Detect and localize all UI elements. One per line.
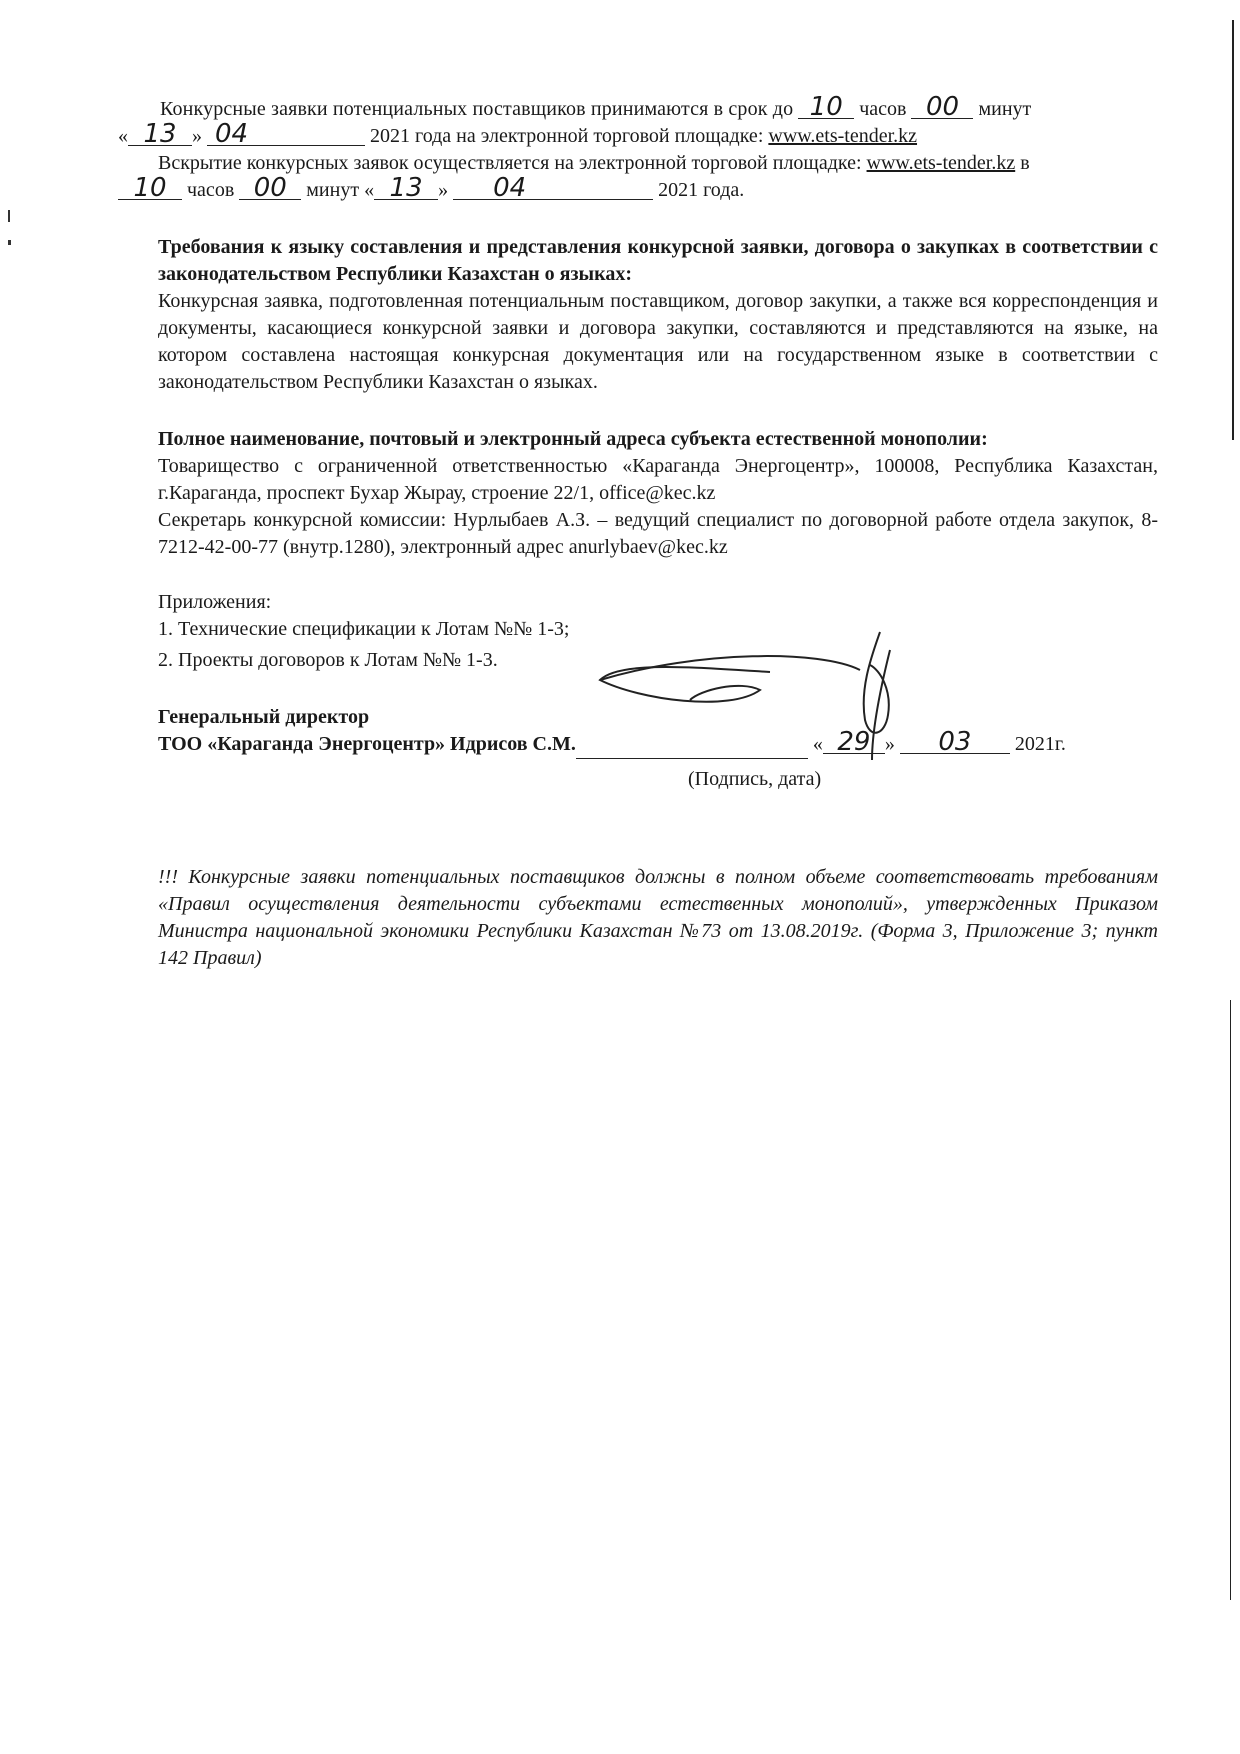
attachment-item: 2. Проекты договоров к Лотам №№ 1-3.	[158, 649, 498, 671]
deadline-minutes-word: минут	[978, 98, 1032, 120]
address-secretary: Секретарь конкурсной комиссии: Нурлыбаев А.З. – ведущий специалист по договорной работе отдела закупок, 8-7212-42-00-77 (внутр.1280), электронный адрес anurlybaev@kec.kz	[158, 509, 1158, 558]
opening-hours: 10	[118, 177, 182, 200]
deadline-day: 13	[128, 123, 192, 146]
deadline-hours-word: часов	[859, 98, 907, 120]
address-org: Товарищество с ограниченной ответственностью «Караганда Энергоцентр», 100008, Республика Казахстан, г.Караганда, проспект Бухар Жырау, строение 22/1, office@kec.kz	[158, 455, 1158, 504]
deadline-hours: 10	[798, 96, 854, 119]
deadline-month: 04	[207, 123, 365, 146]
compliance-note: !!! Конкурсные заявки потенциальных поставщиков должны в полном объеме соответствовать требованиям «Правил осуществления деятельности субъектами естественных монополий», утвержденных Приказом Министра национальной экономики Республики Казахстан №73 от 13.08.2019г. (Форма 3, Приложение 3; пункт 142 Правил)	[158, 866, 1158, 969]
signature-org-name: ТОО «Караганда Энергоцентр» Идрисов С.М.	[158, 733, 576, 755]
attachments-title: Приложения:	[158, 591, 272, 613]
opening-minutes-word: минут	[306, 179, 360, 201]
deadline-year-text: 2021 года на электронной торговой площадке:	[370, 125, 764, 147]
signature-day: 29	[823, 731, 885, 754]
signature-line: ТОО «Караганда Энергоцентр» Идрисов С.М. « 29 » 03 2021г.	[158, 727, 1066, 757]
opening-month: 04	[453, 177, 653, 200]
address-heading: Полное наименование, почтовый и электронный адреса субъекта естественной монополии:	[158, 428, 988, 450]
deadline-intro: Конкурсные заявки потенциальных поставщиков принимаются в срок до	[160, 98, 794, 120]
opening-in-word: в	[1020, 152, 1030, 174]
deadline-site-link[interactable]: www.ets-tender.kz	[768, 125, 918, 147]
signature-caption: (Подпись, дата)	[688, 768, 822, 790]
opening-minutes: 00	[239, 177, 301, 200]
signature-position: Генеральный директор	[158, 706, 370, 728]
opening-intro: Вскрытие конкурсных заявок осуществляется на электронной торговой площадке:	[158, 152, 862, 174]
deadline-paragraph: Конкурсные заявки потенциальных поставщиков принимаются в срок до 10 часов 00 минут « 13 » 04 2021 года на электронной торговой площадке: www.ets-tender.kz	[118, 92, 1032, 149]
attachment-item: 1. Технические спецификации к Лотам №№ 1-3;	[158, 618, 570, 640]
opening-hours-word: часов	[187, 179, 235, 201]
opening-paragraph: Вскрытие конкурсных заявок осуществляется на электронной торговой площадке: www.ets-tender.kz в 10 часов 00 минут « 13 » 04 2021 года.	[158, 150, 1158, 204]
opening-site-link[interactable]: www.ets-tender.kz	[866, 152, 1016, 174]
language-body: Конкурсная заявка, подготовленная потенциальным поставщиком, договор закупки, а также вся корреспонденция и документы, касающиеся конкурсной заявки и договора закупки, составляются и представляются на языке, на котором составлена настоящая конкурсная документация или на государственном языке в соответствии с законодательством Республики Казахстан о языках.	[158, 290, 1158, 393]
opening-year-text: 2021 года.	[658, 179, 745, 201]
deadline-minutes: 00	[911, 96, 973, 119]
language-heading: Требования к языку составления и представления конкурсной заявки, договора о закупках в соответствии с законодательством Республики Казахстан о языках:	[158, 236, 1158, 285]
signature-month: 03	[900, 731, 1010, 754]
opening-day: 13	[374, 177, 438, 200]
signature-year: 2021г.	[1014, 733, 1066, 755]
